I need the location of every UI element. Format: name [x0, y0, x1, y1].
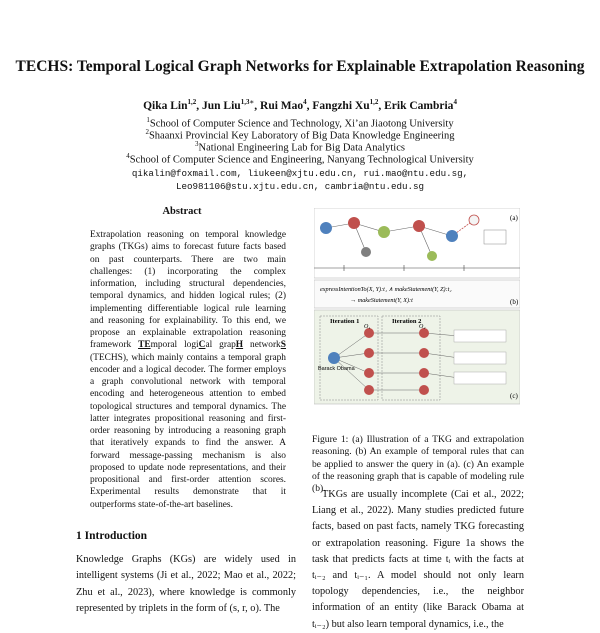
abstract-heading: Abstract	[162, 206, 202, 217]
panel-label-b: (b)	[510, 298, 519, 306]
graph-node	[328, 352, 340, 364]
entity-label: Barack Obama	[318, 366, 355, 372]
rule-text: → makeStatement(Y, X):t	[350, 297, 413, 304]
right-column-text	[312, 487, 524, 633]
graph-node	[419, 385, 429, 395]
node-label: O₁	[364, 324, 371, 330]
iteration-label: Iteration 1	[330, 318, 360, 325]
node-label: O₂	[419, 324, 426, 330]
affiliation: $^1$School of Computer Science and Technology, Xi’an Jiaotong University	[146, 116, 454, 130]
graph-node	[364, 385, 374, 395]
author-name: Erik Cambria	[384, 99, 454, 112]
graph-node	[364, 348, 374, 358]
author-name: Rui Mao	[260, 99, 304, 112]
paragraph: TKGs are usually incomplete (Cai et al., 2022; Liang et al., 2022). Many studies predicted future facts, based on past facts, namely TKG forecasting or extrapolation reasoning. Figure 1a shows the task that predicts facts at time tᵢ with the facts at tᵢ₋₂ and tᵢ₋₁. A model should not only learn topology dependencies, i.e., the neighbor information of an entity (like Barack Obama at tᵢ₋₂) but also learn temporal dynamics, i.e., the	[312, 489, 524, 630]
affiliation: $^4$School of Computer Science and Engineering, Nanyang Technological University	[126, 152, 474, 166]
graph-node	[419, 368, 429, 378]
paper-title: TECHS: Temporal Logical Graph Networks for Explainable Extrapolation Reasoning	[15, 58, 585, 75]
panel-label-a: (a)	[510, 214, 518, 222]
author-name: Qika Lin	[143, 99, 188, 112]
graph-node	[419, 348, 429, 358]
graph-node	[364, 368, 374, 378]
rule-text: expressIntentionTo(X, Y):t₁ ∧ makeStatement(Y, Z):t₂	[320, 286, 452, 293]
author-list: Qika Lin$^{1,2}$, Jun Liu$^{1,3∗}$, Rui Mao$^4$, Fangzhi Xu$^{1,2}$, Erik Cambria$^4$	[143, 98, 457, 112]
figure-panel-b	[314, 280, 520, 308]
abstract-body: Extrapolation reasoning on temporal knowledge graphs (TKGs) aims to forecast future facts based on past counterparts. There are two main challenges: (1) incorporating the complex information, including structural dependencies, temporal dynamics, and hidden logical rules; (2) implementing differentiable logical rule learning and reasoning for explainability. To this end, we propose an explainable extrapolation reasoning framework TEmporal logiCal grapH networkS (TECHS), which mainly contains a temporal graph encoder and a logical decoder. The former employs a graph convolutional network with temporal encoding and heterogeneous attention to embed topological structures and temporal dynamics. The latter integrates propositional reasoning and first-order reasoning by introducing a reasoning graph that iteratively expands to find the answer. A forward message-passing mechanism is also proposed to update node representations, and their propositional and first-order attention scores. Experimental results demonstrate that it outperforms state-of-the-art baselines.	[90, 230, 286, 510]
email-line: Leo981106@stu.xjtu.edu.cn, cambria@ntu.edu.sg	[175, 181, 425, 192]
affiliation: $^2$Shaanxi Provincial Key Laboratory of Big Data Knowledge Engineering	[145, 128, 455, 142]
intro-paragraph: Knowledge Graphs (KGs) are widely used in intelligent systems (Ji et al., 2022; Mao et al., 2022; Zhu et al., 2023), where knowledge is commonly represented by triplets in the form of (s, r, o). The	[76, 554, 296, 614]
iteration-label: Iteration 2	[392, 318, 422, 325]
author-name: Jun Liu	[202, 99, 241, 112]
panel-label-c: (c)	[510, 392, 518, 400]
affiliation: $^3$National Engineering Lab for Big Data Analytics	[195, 140, 405, 154]
figure-caption: Figure 1: (a) Illustration of a TKG and extrapolation reasoning. (b) An example of temporal rules that can be applied to answer the query in (a). (c) An example of the reasoning graph that is capable of modeling rule (b).	[312, 434, 524, 495]
section-heading: 1 Introduction	[76, 530, 148, 542]
figure-1	[314, 208, 520, 406]
author-name: Fangzhi Xu	[312, 99, 370, 112]
email-line: qikalin@foxmail.com, liukeen@xjtu.edu.cn, rui.mao@ntu.edu.sg,	[131, 168, 469, 179]
